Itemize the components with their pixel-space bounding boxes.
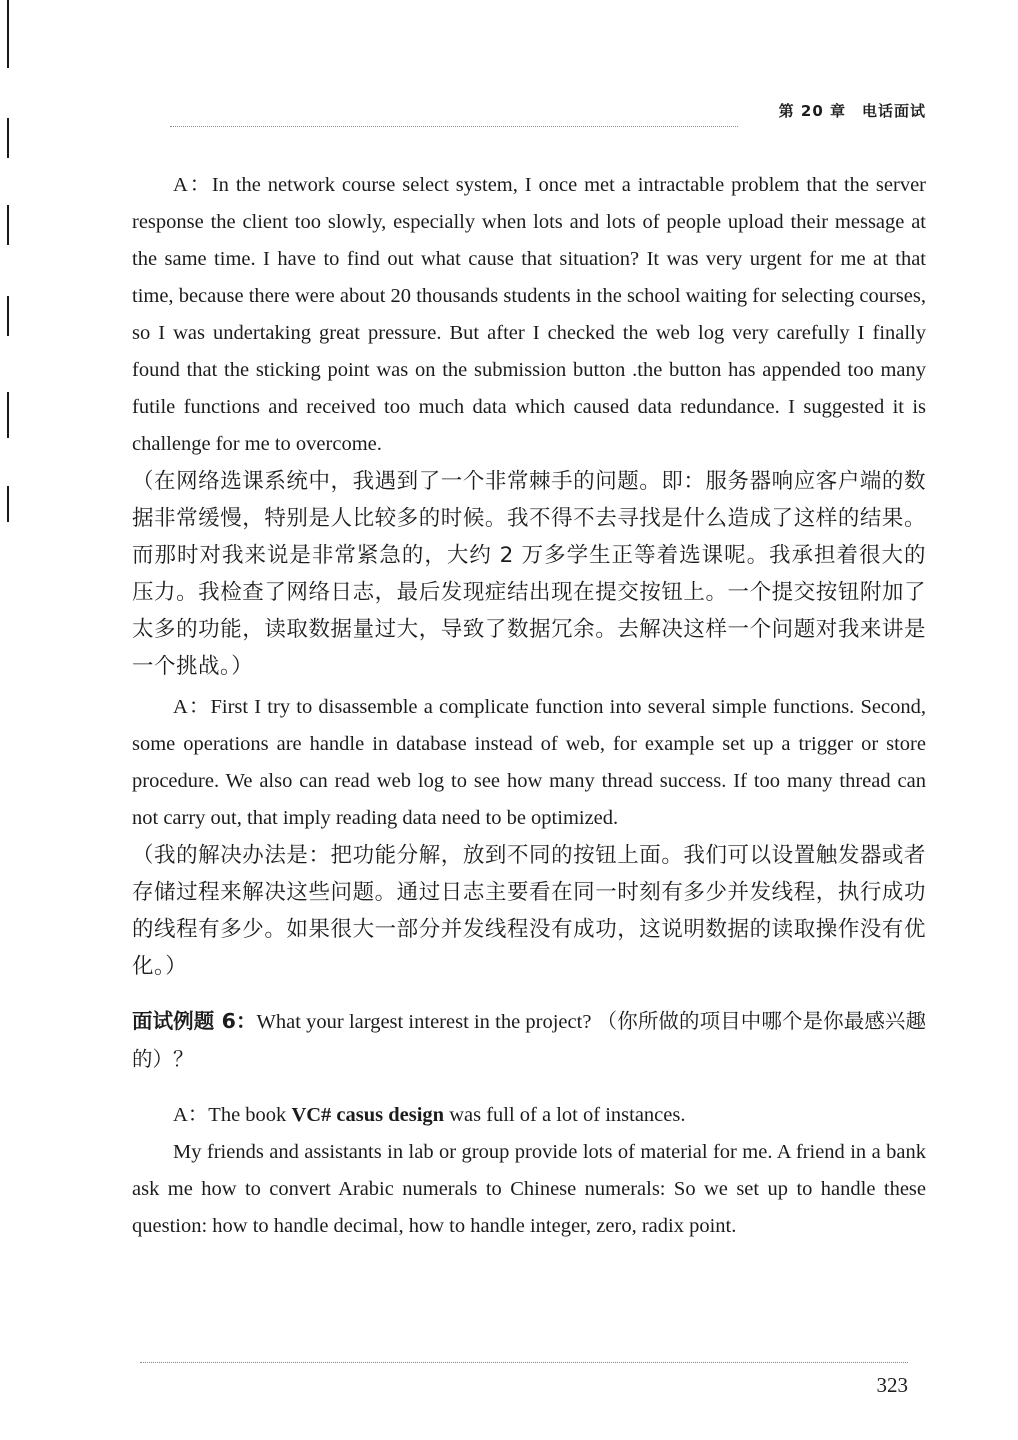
scan-margin-bar: [7, 205, 9, 245]
chapter-title: 电话面试: [861, 102, 926, 120]
answer-3-prefix: A：The book: [173, 1104, 292, 1126]
interview-question-6: [132, 1003, 926, 1079]
answer-3-paragraph-2: My friends and assistants in lab or group provide lots of material for me. A friend in a bank ask me how to convert Arabic numerals to Chinese numerals: So we set up to handle these question: how to handle decimal, how to handle integer, zero, radix point.: [132, 1141, 926, 1237]
answer-3-suffix: was full of a lot of instances.: [444, 1104, 686, 1126]
page-body: [132, 167, 926, 1245]
answer-2-english: A：First I try to disassemble a complicate function into several simple functions. Second, some operations are handle in database instead of web, for example set up a trigger or store procedure. We also can read web log to see how many thread success. If too many thread can not carry out, that imply reading data need to be optimized.: [132, 696, 926, 829]
scan-margin-bar: [7, 296, 9, 336]
answer-1-english: A：In the network course select system, I once met a intractable problem that the server response the client too slowly, especially when lots and lots of people upload their message at the same time. I have to find out what cause that situation? It was very urgent for me at that time, because there were about 20 thousands students in the school waiting for selecting courses, so I was undertaking great pressure. But after I checked the web log very carefully I finally found that the sticking point was on the submission button .the button has appended too many futile functions and received too much data which caused data redundance. I suggested it is challenge for me to overcome.: [132, 174, 926, 455]
page-number: 323: [876, 1373, 908, 1397]
answer-3-line-1: [132, 1097, 926, 1134]
question-label: 面试例题 6：: [132, 1009, 257, 1033]
header-rule: [170, 126, 738, 127]
answer-2-chinese: （我的解决办法是：把功能分解，放到不同的按钮上面。我们可以设置触发器或者存储过程来解决这些问题。通过日志主要看在同一时刻有多少并发线程，执行成功的线程有多少。如果很大一部分并发线程没有成功，这说明数据的读取操作没有优化。）: [132, 843, 926, 979]
answer-1-chinese: （在网络选课系统中，我遇到了一个非常棘手的问题。即：服务器响应客户端的数据非常缓慢，特别是人比较多的时候。我不得不去寻找是什么造成了这样的结果。而那时对我来说是非常紧急的，大约 2 万多学生正等着选课呢。我承担着很大的压力。我检查了网络日志，最后发现症结出现在提交按钮上。一个提交按钮附加了太多的功能，读取数据量过大，导致了数据冗余。去解决这样一个问题对我来讲是一个挑战。）: [132, 469, 926, 679]
running-head: [779, 100, 926, 121]
scan-margin-bar: [7, 118, 9, 158]
scan-margin-bar: [7, 392, 9, 438]
scan-margin-bar: [7, 486, 9, 522]
question-english: What your largest interest in the project?: [256, 1011, 592, 1033]
chapter-number: 第 20 章: [778, 102, 846, 120]
book-title: VC# casus design: [291, 1104, 445, 1126]
question-chinese: （你所做的项目中哪个是你最感兴趣的）？: [132, 1009, 927, 1071]
scan-margin-bar: [7, 0, 9, 68]
footer-rule: [140, 1362, 908, 1363]
